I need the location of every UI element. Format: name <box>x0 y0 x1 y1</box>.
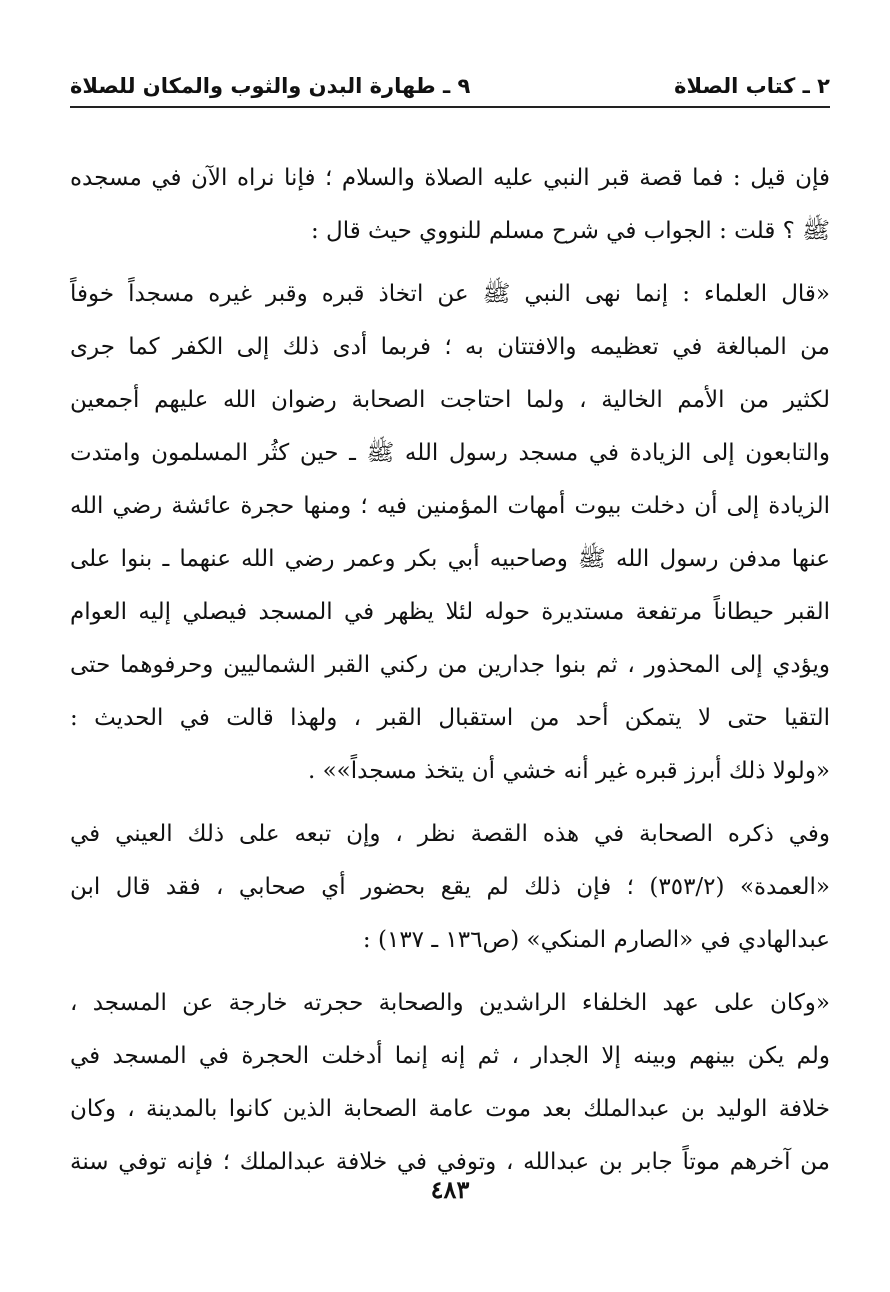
chapter-title: ٢ ـ كتاب الصلاة <box>674 74 830 98</box>
text-line: من آخرهم موتاً جابر بن عبدالله ، وتوفي في خلافة عبدالملك ؛ فإنه توفي سنة <box>70 1149 830 1175</box>
text-line: الزيادة إلى أن دخلت بيوت أمهات المؤمنين فيه ؛ ومنها حجرة عائشة رضي الله <box>70 493 830 519</box>
text-line: «ولولا ذلك أبرز قبره غير أنه خشي أن يتخذ مسجداً»» . <box>307 758 830 784</box>
text-line: ويؤدي إلى المحذور ، ثم بنوا جدارين من ركني القبر الشماليين وحرفوهما حتى <box>70 652 830 678</box>
text-line: خلافة الوليد بن عبدالملك بعد موت عامة الصحابة الذين كانوا بالمدينة ، وكان <box>70 1096 830 1122</box>
page-number: ٤٨٣ <box>430 1175 470 1204</box>
text-line: عبدالهادي في «الصارم المنكي» (ص١٣٦ ـ ١٣٧) : <box>362 927 830 953</box>
text-line: فإن قيل : فما قصة قبر النبي عليه الصلاة والسلام ؛ فإنا نراه الآن في مسجده <box>70 165 830 191</box>
paragraph-question <box>70 152 830 258</box>
text-line: عنها مدفن رسول الله ﷺ وصاحبيه أبي بكر وعمر رضي الله عنهما ـ بنوا على <box>70 546 830 572</box>
body-text <box>70 152 830 1199</box>
paragraph-ibn-abdulhadi-quote <box>70 977 830 1189</box>
text-line: وفي ذكره الصحابة في هذه القصة نظر ، وإن تبعه على ذلك العيني في <box>70 821 830 847</box>
section-title: ٩ ـ طهارة البدن والثوب والمكان للصلاة <box>70 74 471 98</box>
text-line: «قال العلماء : إنما نهى النبي ﷺ عن اتخاذ قبره وقبر غيره مسجداً خوفاً <box>70 281 830 307</box>
text-line: لكثير من الأمم الخالية ، ولما احتاجت الصحابة رضوان الله عليهم أجمعين <box>70 387 830 413</box>
text-line: والتابعون إلى الزيادة في مسجد رسول الله ﷺ ـ حين كثُر المسلمون وامتدت <box>70 440 830 466</box>
text-line: التقيا حتى لا يتمكن أحد من استقبال القبر ، ولهذا قالت في الحديث : <box>70 705 830 731</box>
text-line: ﷺ ؟ قلت : الجواب في شرح مسلم للنووي حيث قال : <box>310 218 830 244</box>
header-divider <box>70 106 830 108</box>
book-page <box>70 40 830 1260</box>
running-header <box>70 58 830 98</box>
text-line: «وكان على عهد الخلفاء الراشدين والصحابة حجرته خارجة عن المسجد ، <box>70 990 830 1016</box>
text-line: «العمدة» (٣٥٣/٢) ؛ فإن ذلك لم يقع بحضور أي صحابي ، فقد قال ابن <box>70 874 831 900</box>
paragraph-comment <box>70 808 830 967</box>
text-line: القبر حيطاناً مرتفعة مستديرة حوله لئلا يظهر في المسجد فيصلي إليه العوام <box>70 599 830 625</box>
text-line: من المبالغة في تعظيمه والافتتان به ؛ فربما أدى ذلك إلى الكفر كما جرى <box>70 334 830 360</box>
paragraph-nawawi-quote <box>70 268 830 798</box>
text-line: ولم يكن بينهم وبينه إلا الجدار ، ثم إنه إنما أدخلت الحجرة في المسجد في <box>70 1043 830 1069</box>
